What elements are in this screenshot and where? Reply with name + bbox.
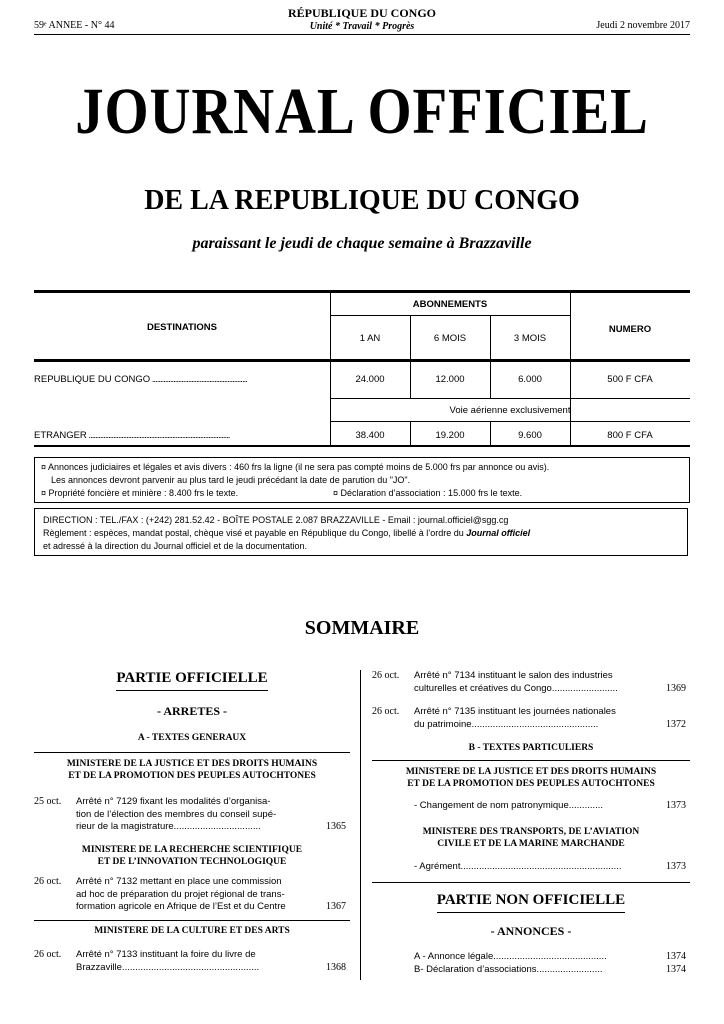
table-vline <box>570 290 571 446</box>
textes-generaux-heading: A - TEXTES GENERAUX <box>137 733 247 743</box>
notices-box <box>34 457 690 503</box>
entry-7135[interactable]: 26 oct. Arrêté n° 7135 instituant les journées nationales du patrimoine................................................ 1372 <box>372 706 686 730</box>
notice-line-3b: ¤ Déclaration d’association : 15.000 frs le texte. <box>333 488 523 498</box>
table-hline <box>330 315 570 316</box>
arretes-heading: - ARRETES - <box>156 704 227 718</box>
table-bottom-rule <box>34 445 690 447</box>
table-top-rule <box>34 290 690 293</box>
ministry-recherche: MINISTERE DE LA RECHERCHE SCIENTIFIQUE ET DE L’INNOVATION TECHNOLOGIQUE <box>81 845 303 867</box>
contact-line-2: Règlement : espèces, mandat postal, chèque visé et payable en République du Congo, libellé à l’ordre du Journal officiel <box>43 528 531 538</box>
issue-date: Jeudi 2 novembre 2017 <box>596 20 690 31</box>
row-etranger-numero: 800 F CFA <box>607 430 653 441</box>
col-abonnements: ABONNEMENTS <box>412 299 488 310</box>
table-hline <box>330 421 690 422</box>
table-hline <box>330 398 690 399</box>
entry-annonce-legale[interactable]: A - Annonce légale........................................... 1374 <box>414 951 686 962</box>
partie-officielle-heading: PARTIE OFFICIELLE <box>34 670 350 691</box>
period-6mois: 6 MOIS <box>433 333 467 344</box>
contact-line-1: DIRECTION : TEL./FAX : (+242) 281.52.42 - BOÎTE POSTALE 2.087 BRAZZAVILLE - Email : journal.officiel@sgg.cg <box>43 515 509 525</box>
contact-line-3: et adressé à la direction du Journal officiel et de la documentation. <box>43 541 307 551</box>
col-numero: NUMERO <box>608 324 652 335</box>
masthead-title: JOURNAL OFFICIEL <box>75 75 649 148</box>
period-1an: 1 AN <box>359 333 381 344</box>
subscription-table <box>34 290 690 455</box>
contact-box <box>34 508 688 556</box>
annonces-heading: - ANNONCES - <box>490 924 572 938</box>
row-etranger-label: ETRANGER ...................................................................................... <box>34 430 230 441</box>
table-hline <box>34 359 690 362</box>
motto: Unité * Travail * Progrès <box>309 21 415 32</box>
row-etranger-6mois: 19.200 <box>435 430 465 441</box>
entry-7132[interactable]: 26 oct. Arrêté n° 7132 mettant en place une commission ad hoc de préparation du projet régional de trans- formation agricole en Afrique de l’Est et du Centre 1367 <box>34 876 346 912</box>
sommaire-title: SOMMAIRE <box>304 617 420 639</box>
masthead-subtitle: DE LA REPUBLIQUE DU CONGO <box>144 185 580 216</box>
header-divider <box>34 34 690 35</box>
notice-line-2: Les annonces devront parvenir au plus tard le jeudi précédant la date de parution du "JO". <box>51 475 411 485</box>
section-separator <box>372 760 690 761</box>
issue-number: 59ᵉ ANNEE - N° 44 <box>34 20 115 31</box>
section-separator <box>34 920 350 921</box>
ministry-culture: MINISTERE DE LA CULTURE ET DES ARTS <box>94 926 290 936</box>
partie-non-officielle-heading: PARTIE NON OFFICIELLE <box>372 892 690 913</box>
entry-7133[interactable]: 26 oct. Arrêté n° 7133 instituant la foire du livre de Brazzaville.................................................... 1368 <box>34 949 346 973</box>
ministry-transports: MINISTERE DES TRANSPORTS, DE L’AVIATION CIVILE ET DE LA MARINE MARCHANDE <box>422 827 640 849</box>
journal-name: Journal officiel <box>466 528 531 538</box>
notice-line-1: ¤ Annonces judiciaires et légales et avis divers : 460 frs la ligne (il ne sera pas compté moins de 5.000 frs par annonce ou avis). <box>41 462 550 472</box>
notice-line-3a: ¤ Propriété foncière et minière : 8.400 frs le texte. <box>41 488 239 498</box>
entry-7134[interactable]: 26 oct. Arrêté n° 7134 instituant le salon des industries culturelles et créatives du Congo......................... 1369 <box>372 670 686 694</box>
row-congo-3mois: 6.000 <box>518 374 542 385</box>
row-congo-label: REPUBLIQUE DU CONGO .......................................................... <box>34 374 247 385</box>
republic-name: RÉPUBLIQUE DU CONGO <box>287 6 436 20</box>
col-destinations: DESTINATIONS <box>146 322 218 333</box>
masthead-tagline: paraissant le jeudi de chaque semaine à Brazzaville <box>192 235 532 252</box>
entry-7129[interactable]: 25 oct. Arrêté n° 7129 fixant les modalités d’organisa- tion de l’élection des membres du conseil supé- rieur de la magistrature................................. 1365 <box>34 796 346 832</box>
textes-particuliers-heading: B - TEXTES PARTICULIERS <box>468 743 594 753</box>
column-divider <box>360 670 361 980</box>
row-congo-1an: 24.000 <box>355 374 385 385</box>
section-separator <box>34 752 350 753</box>
row-etranger-3mois: 9.600 <box>518 430 542 441</box>
row-congo-6mois: 12.000 <box>435 374 465 385</box>
period-3mois: 3 MOIS <box>513 333 547 344</box>
row-etranger-1an: 38.400 <box>355 430 385 441</box>
entry-agrement[interactable]: - Agrément............................................................. 1373 <box>414 861 686 872</box>
ministry-justice-2: MINISTERE DE LA JUSTICE ET DES DROITS HUMAINS ET DE LA PROMOTION DES PEUPLES AUTOCHTONES <box>405 767 657 789</box>
ministry-justice: MINISTERE DE LA JUSTICE ET DES DROITS HUMAINS ET DE LA PROMOTION DES PEUPLES AUTOCHTONES <box>66 759 318 781</box>
entry-changement-nom[interactable]: - Changement de nom patronymique............. 1373 <box>414 800 686 811</box>
table-vline <box>330 290 331 446</box>
air-note: Voie aérienne exclusivement <box>449 405 571 416</box>
entry-declaration-associations[interactable]: B- Déclaration d’associations......................... 1374 <box>414 964 686 975</box>
row-congo-numero: 500 F CFA <box>607 374 653 385</box>
section-separator <box>372 882 690 883</box>
